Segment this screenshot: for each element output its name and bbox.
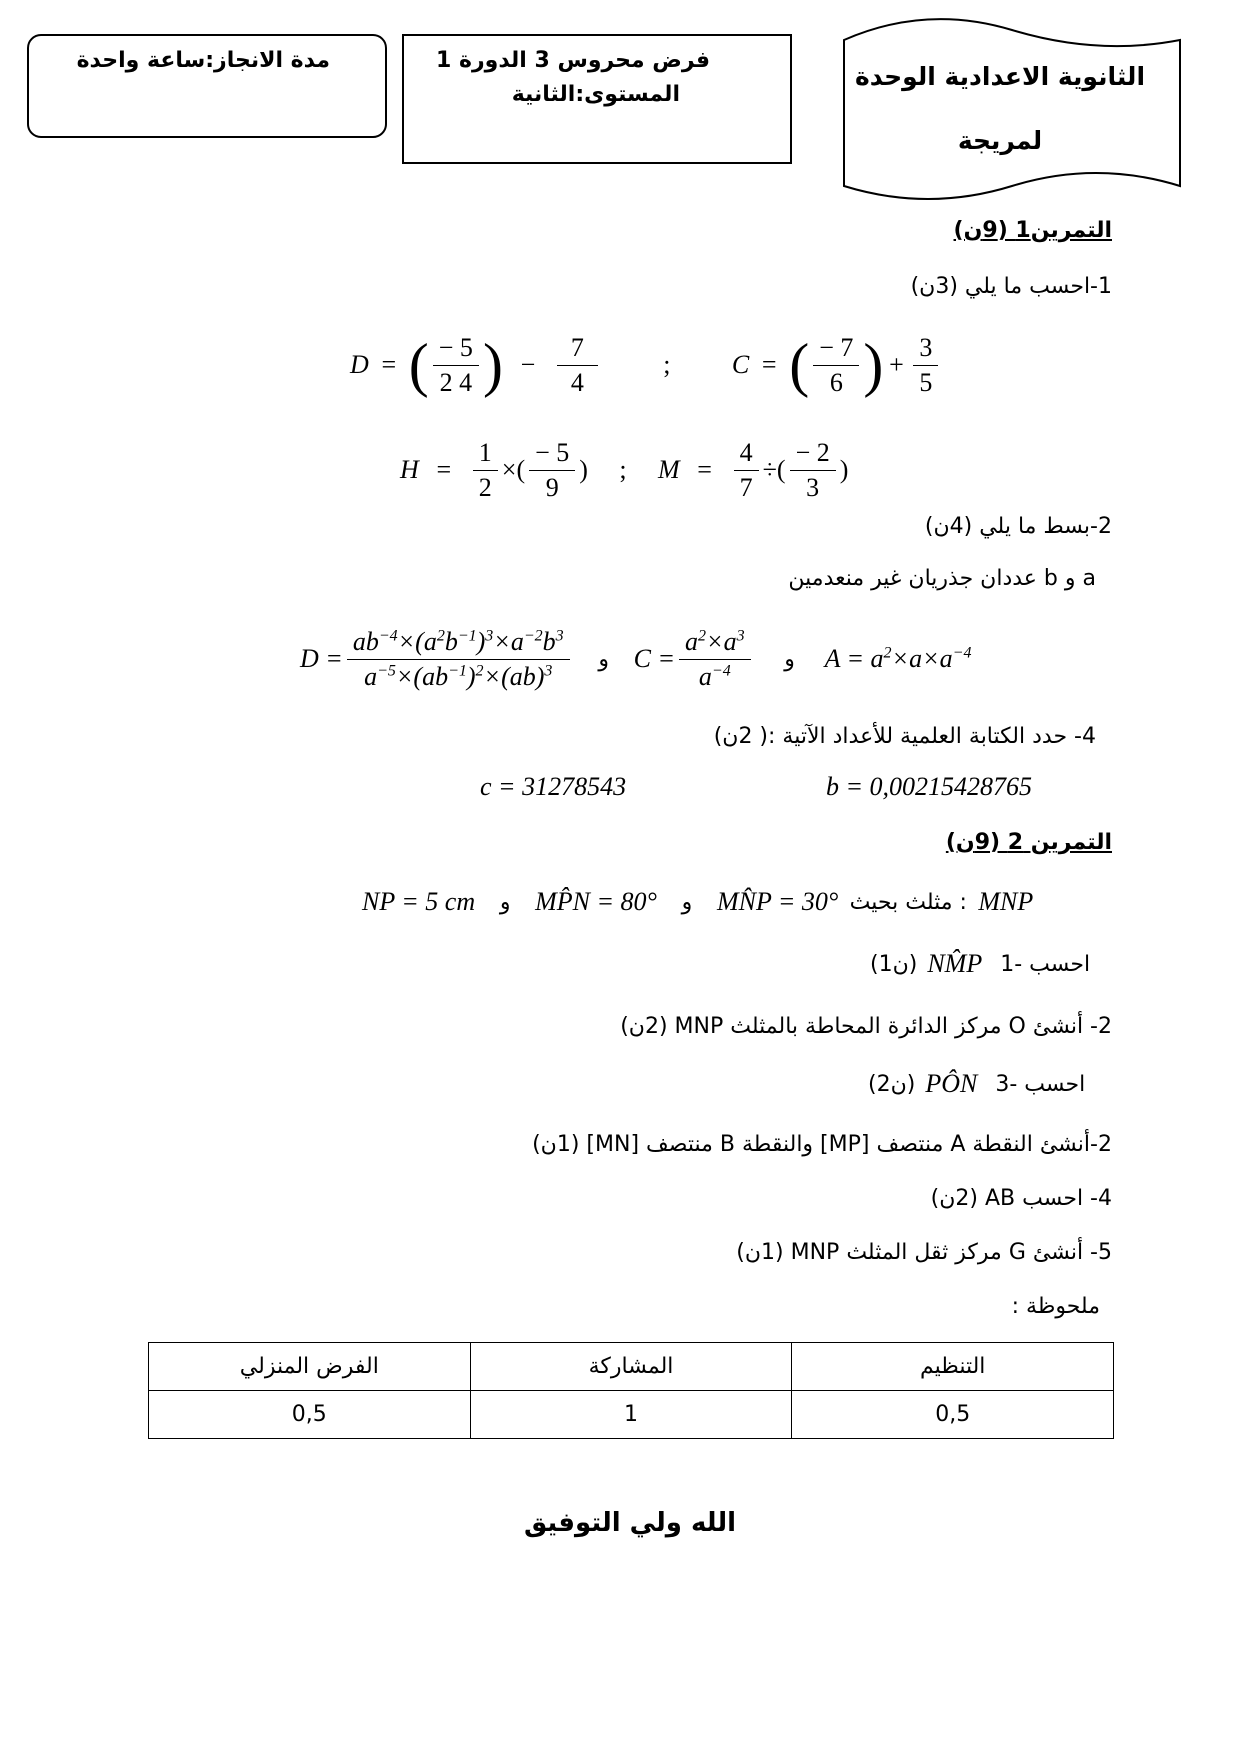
closing-text: الله ولي التوفيق (523, 1508, 737, 1538)
school-name-line1: الثانوية الاعدادية الوحدة (854, 62, 1146, 91)
school-banner-frame (836, 10, 1188, 210)
school-name-line2: لمريجة (957, 126, 1043, 155)
exercise1-q1: 1-احسب ما يلي (3ن) (910, 274, 1112, 299)
given-triangle: MNP (978, 887, 1034, 916)
and-word-1: و (598, 646, 609, 671)
exercise1-q4: 4- حدد الكتابة العلمية للأعداد الآتية :( 2ن) (713, 724, 1096, 749)
expr-m-den: 7 (739, 472, 753, 502)
exam-duration: مدة الانجاز:ساعة واحدة (76, 48, 330, 73)
expr-c-name: C (731, 350, 750, 379)
exercise2-given (362, 880, 1033, 924)
expr-c-den2: 5 (919, 367, 933, 397)
exercise2-q5: 5- أنشئ G مركز ثقل المثلث MNP (1ن) (736, 1240, 1112, 1265)
exercise2-q3-line (868, 1064, 1085, 1104)
exercise2-q1: 1- احسب (1000, 951, 1091, 977)
grading-table-header-row (149, 1343, 1114, 1391)
expr-d-num: − 5 (433, 333, 479, 366)
expr-c-num: − 7 (813, 333, 859, 366)
exercise1-q2: 2-بسط ما يلي (4ن) (924, 514, 1112, 539)
simplify-c-fraction: $\frac{a^2\times a^3}{a^{-4}}$ (679, 627, 751, 692)
expr-c-den: 6 (829, 367, 843, 397)
expr-d-num2: 7 (557, 333, 598, 366)
expr-d-den2: 4 (570, 367, 584, 397)
exercise1-q2-note: a و b عددان جذريان غير منعدمين (788, 566, 1096, 591)
grading-header-homework: الفرض المنزلي (149, 1343, 471, 1391)
exercise2-q3: 3- احسب (995, 1071, 1086, 1097)
expr-h-num2: − 5 (529, 438, 575, 471)
expr-h-den2: 9 (545, 472, 559, 502)
simplify-d-fraction: $\frac{ab^{-4}\times(a^2b^{-1})^3\times a^{-2}b^3}{a^{-5}\times(ab^{-1})^2\times(ab)^3}$ (347, 627, 570, 692)
simplify-expressions (300, 616, 971, 702)
given-and-1: و (499, 889, 511, 915)
simplify-d: D = (300, 644, 343, 673)
expr-d-name: D (350, 350, 369, 379)
given-text: مثلث بحيث : (849, 889, 967, 915)
expr-m-den2: 3 (806, 472, 820, 502)
exercise2-title: التمرين 2 (9ن) (945, 830, 1112, 855)
exercise2-q1-angle: NM̂P (927, 949, 983, 978)
given-side: NP = 5 cm (362, 887, 476, 916)
exercise2-q3-angle: PÔN (925, 1069, 978, 1098)
exercise2-q1-line (870, 944, 1090, 984)
expr-m-num2: − 2 (790, 438, 836, 471)
exercise2-q4a: 2-أنشئ النقطة A منتصف [MP] والنقطة B منتصف [MN] (1ن) (532, 1132, 1112, 1157)
exercise1-title: التمرين1 (9ن) (953, 218, 1112, 243)
expr-h-num: 1 (473, 438, 498, 471)
and-word-2: و (784, 646, 795, 671)
grading-header-participation: المشاركة (470, 1343, 792, 1391)
simplify-a: $A = a^2\times a\times a^{-4}$ (824, 644, 972, 673)
expr-m-name: M (657, 455, 680, 484)
expr-d-den: 2 4 (439, 367, 473, 397)
exam-title: فرض محروس 3 الدورة 1 (436, 48, 710, 73)
exercise2-note: ملحوظة : (1011, 1294, 1100, 1319)
grading-value-participation: 1 (470, 1391, 792, 1439)
expr-h-den: 2 (478, 472, 492, 502)
expression-h-m: H = $\frac{1}{2}$ × ( $\frac{- 5}{9}$ ) ; M = $\frac{4}{7}$ ÷ ( $\frac{- 2}{3}$ ) (400, 437, 849, 502)
expr-h-name: H (400, 455, 419, 484)
grading-table (148, 1342, 1114, 1439)
grading-table-values-row (149, 1391, 1114, 1439)
exercise2-q1-points: (1ن) (870, 951, 918, 977)
exercise2-q3-points: (2ن) (868, 1071, 916, 1097)
expr-m-num: 4 (734, 438, 759, 471)
given-and-2: و (681, 889, 693, 915)
expr-c-num2: 3 (913, 333, 938, 366)
grading-value-organization: 0,5 (792, 1391, 1114, 1439)
given-angle1: MN̂P = 30° (716, 887, 839, 916)
exercise2-q4b: 4- احسب AB (2ن) (930, 1186, 1112, 1211)
grading-value-homework: 0,5 (149, 1391, 471, 1439)
exam-level: المستوى:الثانية (511, 82, 680, 107)
scientific-c: c = 31278543 (480, 772, 627, 801)
given-angle2: MP̂N = 80° (535, 887, 657, 916)
simplify-c: C = (633, 644, 676, 673)
exercise2-q2: 2- أنشئ O مركز الدائرة المحاطة بالمثلث MNP (2ن) (620, 1014, 1112, 1039)
grading-header-organization: التنظيم (792, 1343, 1114, 1391)
expression-d-c: D = ( $\frac{- 5}{2 4}$ ) − $\frac{7}{4}$ ; C = ( $\frac{- 7}{6}$ ) + $\frac{3}{5}$ (350, 325, 942, 405)
scientific-b: b = 0,00215428765 (826, 772, 1033, 801)
